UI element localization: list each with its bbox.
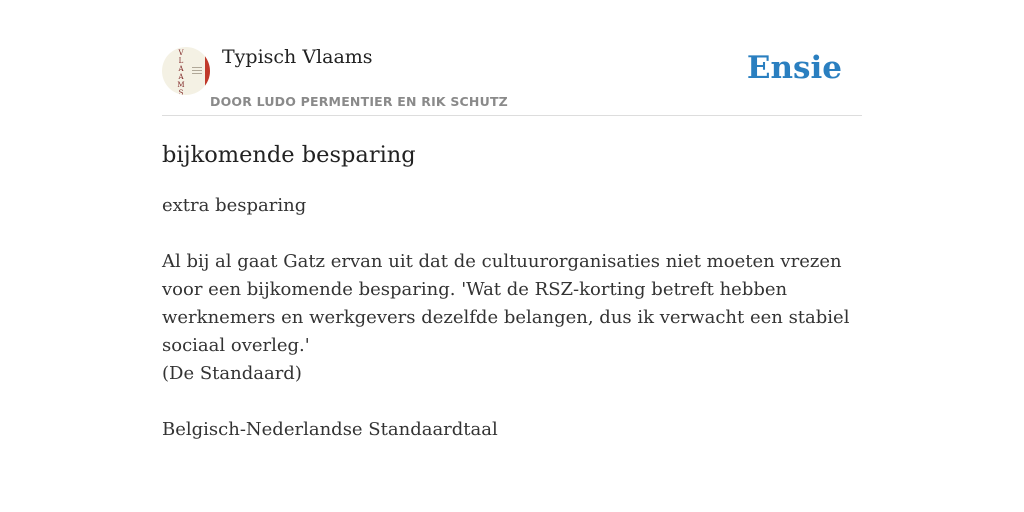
logo-red-edge — [205, 55, 210, 87]
ensie-logo[interactable]: Ensie — [746, 50, 842, 86]
book-logo-icon[interactable] — [162, 47, 210, 95]
entry-term: bijkomende besparing — [162, 142, 416, 168]
logo-lettering: VLAAMS — [177, 49, 185, 95]
book-title[interactable]: Typisch Vlaams — [222, 46, 373, 68]
book-authors: DOOR LUDO PERMENTIER EN RIK SCHUTZ — [210, 94, 508, 109]
logo-fineprint — [192, 67, 202, 68]
entry-definition: extra besparing — [162, 195, 307, 216]
entry-example-block — [162, 248, 862, 388]
entry-language-variant: Belgisch-Nederlandse Standaardtaal — [162, 419, 498, 440]
book-header — [162, 40, 862, 116]
entry-example: Al bij al gaat Gatz ervan uit dat de cultuurorganisaties niet moeten vrezen voor een bijkomende besparing. 'Wat de RSZ-korting betreft hebben werknemers en werkgevers dezelfde belangen, dus ik verwacht een stabiel sociaal overleg.' — [162, 251, 850, 356]
entry-source: (De Standaard) — [162, 363, 302, 384]
entry-card — [162, 40, 862, 444]
